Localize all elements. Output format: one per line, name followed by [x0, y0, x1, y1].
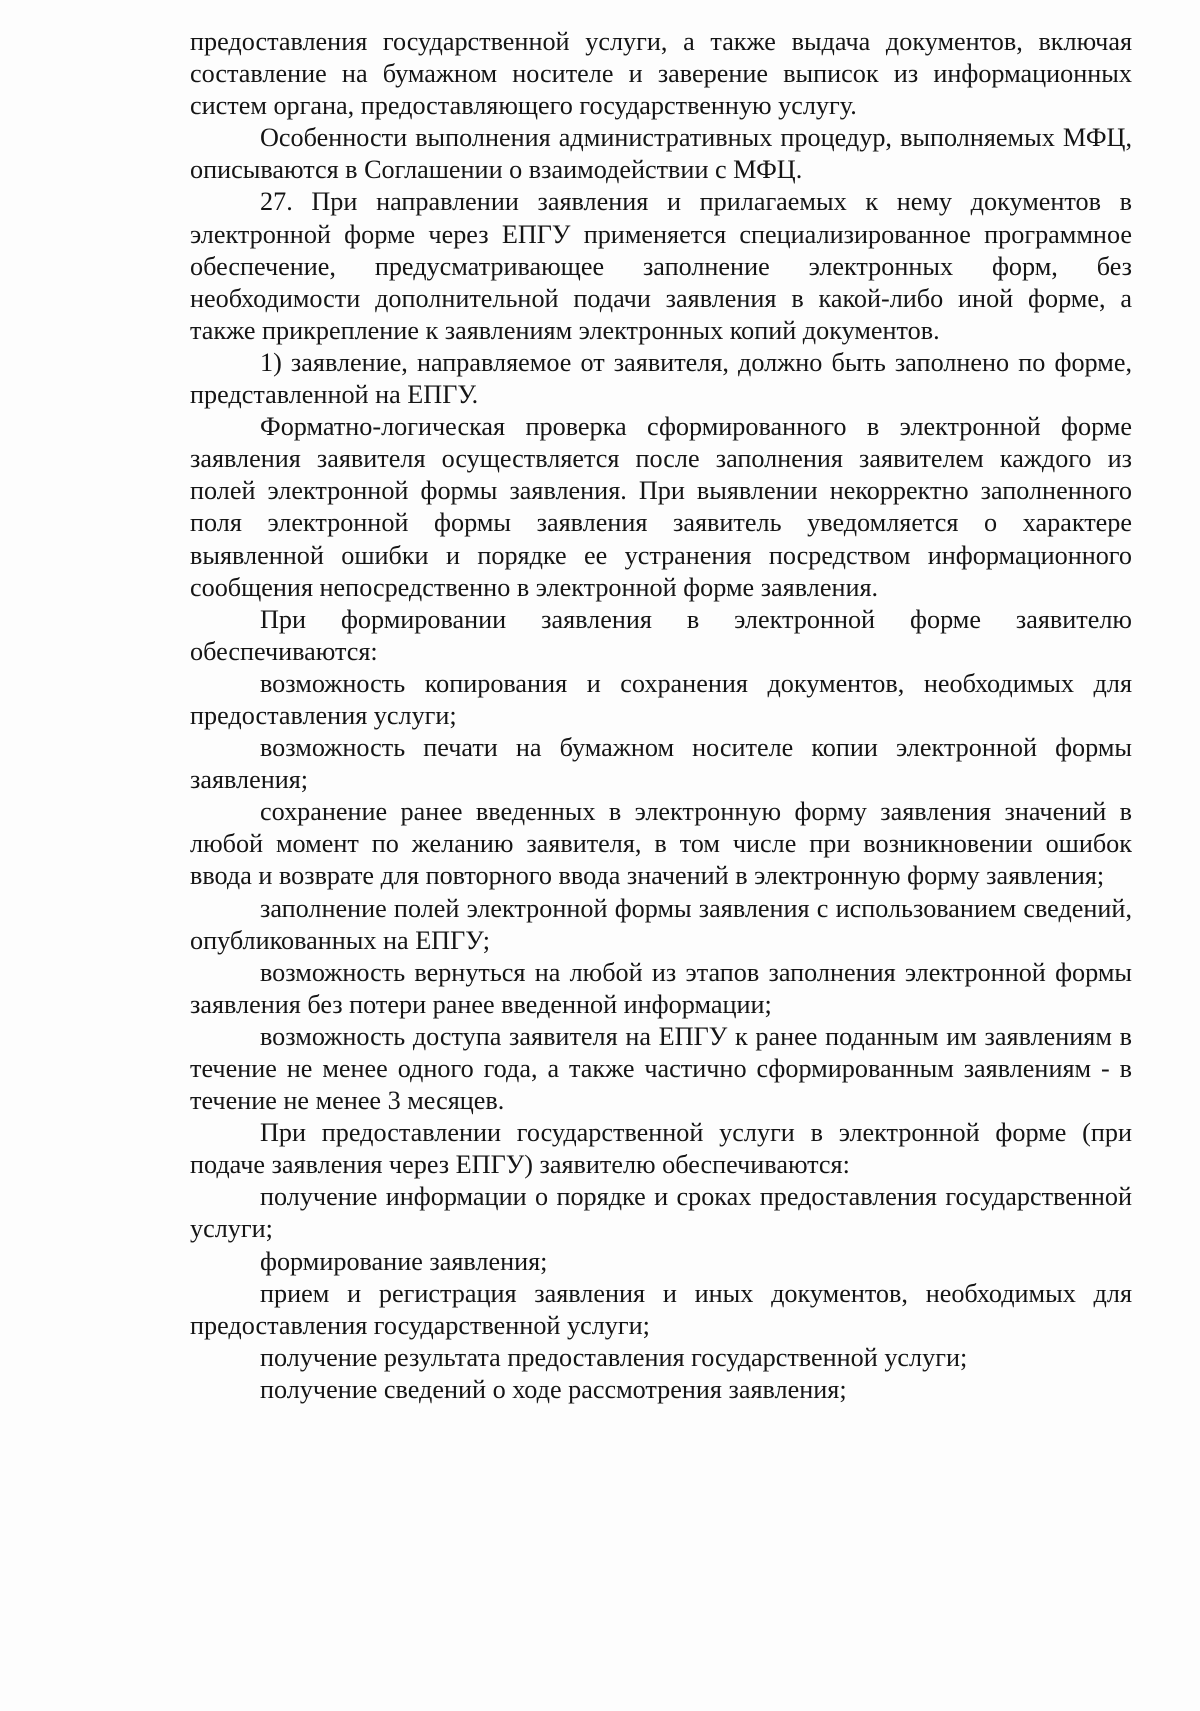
paragraph-continuation: предоставления государственной услуги, а также выдача документов, включая составление на бумажном носителе и заверение выписок из информационных систем органа, предоставляющего государственную услугу. — [190, 27, 1132, 121]
list-item: прием и регистрация заявления и иных документов, необходимых для предоставления государственной услуги; — [190, 1278, 1132, 1340]
list-item: заполнение полей электронной формы заявления с использованием сведений, опубликованных на ЕПГУ; — [190, 893, 1132, 955]
paragraph-form-provisions-intro: При формировании заявления в электронной форме заявителю обеспечиваются: — [190, 604, 1132, 666]
list-item: возможность доступа заявителя на ЕПГУ к ранее поданным им заявлениям в течение не менее одного года, а также частично сформированным заявлениям - в течение не менее 3 месяцев. — [190, 1021, 1132, 1116]
paragraph-format-check: Форматно-логическая проверка сформированного в электронной форме заявления заявителя осуществляется после заполнения заявителем каждого из полей электронной формы заявления. При выявлении некорректно заполненного поля электронной формы заявления заявитель уведомляется о характере выявленной ошибки и порядке ее устранения посредством информационного сообщения непосредственно в электронной форме заявления. — [190, 412, 1132, 602]
paragraph-subitem-1: 1) заявление, направляемое от заявителя, должно быть заполнено по форме, представленной на ЕПГУ. — [190, 347, 1132, 410]
paragraph-electronic-provisions-intro: При предоставлении государственной услуги в электронной форме (при подаче заявления через ЕПГУ) заявителю обеспечиваются: — [190, 1118, 1132, 1180]
list-item: получение информации о порядке и сроках предоставления государственной услуги; — [190, 1182, 1132, 1244]
paragraph-mfc-features: Особенности выполнения административных процедур, выполняемых МФЦ, описываются в Соглашении о взаимодействии с МФЦ. — [190, 123, 1132, 185]
list-item: формирование заявления; — [260, 1246, 548, 1276]
document-body — [190, 26, 1132, 1406]
list-item: возможность копирования и сохранения документов, необходимых для предоставления услуги; — [190, 668, 1132, 730]
list-item: получение результата предоставления государственной услуги; — [260, 1342, 968, 1372]
list-item: возможность печати на бумажном носителе копии электронной формы заявления; — [190, 733, 1132, 795]
list-item: получение сведений о ходе рассмотрения заявления; — [260, 1374, 847, 1404]
list-item: возможность вернуться на любой из этапов заполнения электронной формы заявления без потери ранее введенной информации; — [190, 957, 1132, 1019]
list-item: сохранение ранее введенных в электронную форму заявления значений в любой момент по желанию заявителя, в том числе при возникновении ошибок ввода и возврате для повторного ввода значений в электронную форму заявления; — [190, 797, 1132, 891]
paragraph-item-27: 27. При направлении заявления и прилагаемых к нему документов в электронной форме через ЕПГУ применяется специализированное программное обеспечение, предусматривающее заполнение электронных форм, без необходимости дополнительной подачи заявления в какой-либо иной форме, а также прикрепление к заявлениям электронных копий документов. — [190, 187, 1132, 345]
